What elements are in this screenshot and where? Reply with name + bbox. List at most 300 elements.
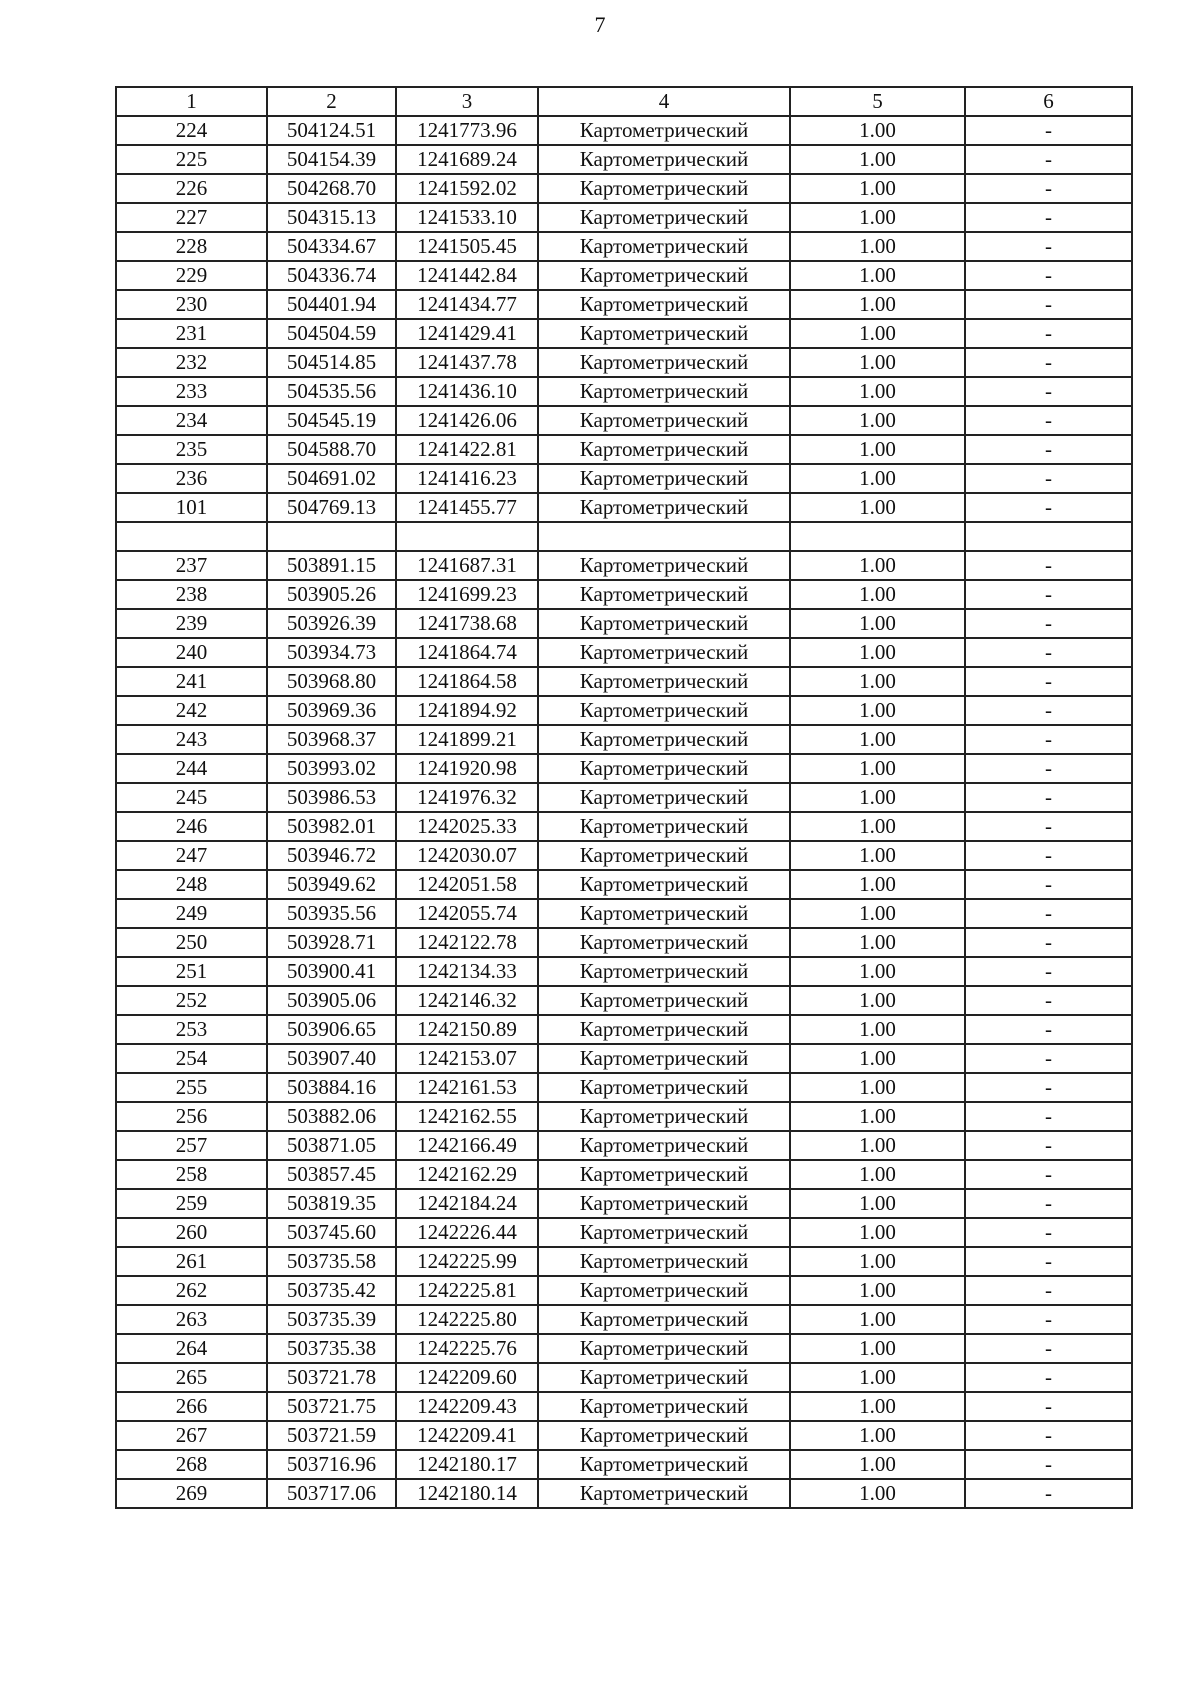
x-coordinate-cell: 503968.80 xyxy=(267,667,396,696)
point-number-cell: 232 xyxy=(116,348,267,377)
point-number-cell: 237 xyxy=(116,551,267,580)
y-coordinate-cell: 1242209.43 xyxy=(396,1392,538,1421)
method-cell: Картометрический xyxy=(538,899,790,928)
x-coordinate-cell: 503900.41 xyxy=(267,957,396,986)
table-row xyxy=(116,1392,1132,1421)
x-coordinate-cell: 504268.70 xyxy=(267,174,396,203)
method-cell: Картометрический xyxy=(538,1363,790,1392)
table-row xyxy=(116,1044,1132,1073)
y-coordinate-cell: 1242162.29 xyxy=(396,1160,538,1189)
note-cell: - xyxy=(965,1044,1132,1073)
table-row xyxy=(116,522,1132,551)
point-number-cell: 256 xyxy=(116,1102,267,1131)
table-row xyxy=(116,493,1132,522)
x-coordinate-cell: 503735.58 xyxy=(267,1247,396,1276)
y-coordinate-cell: 1241416.23 xyxy=(396,464,538,493)
note-cell: - xyxy=(965,261,1132,290)
table-row xyxy=(116,1015,1132,1044)
table-row xyxy=(116,1305,1132,1334)
coordinates-table xyxy=(115,86,1133,1509)
x-coordinate-cell xyxy=(267,522,396,551)
accuracy-cell: 1.00 xyxy=(790,406,965,435)
accuracy-cell: 1.00 xyxy=(790,1160,965,1189)
x-coordinate-cell: 503721.59 xyxy=(267,1421,396,1450)
note-cell: - xyxy=(965,1218,1132,1247)
accuracy-cell: 1.00 xyxy=(790,116,965,145)
note-cell: - xyxy=(965,1247,1132,1276)
table-row xyxy=(116,319,1132,348)
header-row xyxy=(116,87,1132,116)
table-row xyxy=(116,696,1132,725)
method-cell: Картометрический xyxy=(538,551,790,580)
note-cell: - xyxy=(965,1160,1132,1189)
header-cell-2: 2 xyxy=(267,87,396,116)
method-cell: Картометрический xyxy=(538,1276,790,1305)
accuracy-cell: 1.00 xyxy=(790,1073,965,1102)
table-row xyxy=(116,957,1132,986)
point-number-cell: 225 xyxy=(116,145,267,174)
point-number-cell: 227 xyxy=(116,203,267,232)
note-cell: - xyxy=(965,1305,1132,1334)
point-number-cell: 230 xyxy=(116,290,267,319)
method-cell: Картометрический xyxy=(538,493,790,522)
y-coordinate-cell: 1241422.81 xyxy=(396,435,538,464)
method-cell: Картометрический xyxy=(538,841,790,870)
note-cell: - xyxy=(965,725,1132,754)
accuracy-cell: 1.00 xyxy=(790,928,965,957)
x-coordinate-cell: 504545.19 xyxy=(267,406,396,435)
point-number-cell xyxy=(116,522,267,551)
note-cell: - xyxy=(965,377,1132,406)
point-number-cell: 228 xyxy=(116,232,267,261)
point-number-cell: 266 xyxy=(116,1392,267,1421)
method-cell: Картометрический xyxy=(538,1218,790,1247)
method-cell: Картометрический xyxy=(538,1044,790,1073)
accuracy-cell: 1.00 xyxy=(790,203,965,232)
table-row xyxy=(116,290,1132,319)
point-number-cell: 226 xyxy=(116,174,267,203)
note-cell: - xyxy=(965,1479,1132,1508)
y-coordinate-cell: 1242134.33 xyxy=(396,957,538,986)
y-coordinate-cell: 1242030.07 xyxy=(396,841,538,870)
header-cell-1: 1 xyxy=(116,87,267,116)
table-row xyxy=(116,1073,1132,1102)
point-number-cell: 246 xyxy=(116,812,267,841)
accuracy-cell: 1.00 xyxy=(790,493,965,522)
y-coordinate-cell: 1242184.24 xyxy=(396,1189,538,1218)
note-cell: - xyxy=(965,783,1132,812)
point-number-cell: 247 xyxy=(116,841,267,870)
note-cell: - xyxy=(965,696,1132,725)
y-coordinate-cell: 1242180.14 xyxy=(396,1479,538,1508)
x-coordinate-cell: 504336.74 xyxy=(267,261,396,290)
x-coordinate-cell: 504769.13 xyxy=(267,493,396,522)
y-coordinate-cell: 1241436.10 xyxy=(396,377,538,406)
point-number-cell: 240 xyxy=(116,638,267,667)
y-coordinate-cell: 1241864.58 xyxy=(396,667,538,696)
table-row xyxy=(116,899,1132,928)
x-coordinate-cell: 504154.39 xyxy=(267,145,396,174)
accuracy-cell: 1.00 xyxy=(790,1334,965,1363)
x-coordinate-cell: 503721.75 xyxy=(267,1392,396,1421)
method-cell: Картометрический xyxy=(538,580,790,609)
accuracy-cell: 1.00 xyxy=(790,725,965,754)
x-coordinate-cell: 503969.36 xyxy=(267,696,396,725)
note-cell: - xyxy=(965,870,1132,899)
method-cell: Картометрический xyxy=(538,754,790,783)
header-cell-4: 4 xyxy=(538,87,790,116)
table-row xyxy=(116,928,1132,957)
table-row xyxy=(116,116,1132,145)
x-coordinate-cell: 503735.42 xyxy=(267,1276,396,1305)
table-row xyxy=(116,1102,1132,1131)
note-cell: - xyxy=(965,1015,1132,1044)
accuracy-cell: 1.00 xyxy=(790,986,965,1015)
accuracy-cell: 1.00 xyxy=(790,696,965,725)
note-cell: - xyxy=(965,203,1132,232)
point-number-cell: 236 xyxy=(116,464,267,493)
accuracy-cell: 1.00 xyxy=(790,290,965,319)
table-header xyxy=(116,87,1132,116)
x-coordinate-cell: 503993.02 xyxy=(267,754,396,783)
point-number-cell: 261 xyxy=(116,1247,267,1276)
table-row xyxy=(116,1247,1132,1276)
accuracy-cell: 1.00 xyxy=(790,870,965,899)
y-coordinate-cell: 1242226.44 xyxy=(396,1218,538,1247)
note-cell: - xyxy=(965,145,1132,174)
table-row xyxy=(116,725,1132,754)
point-number-cell: 224 xyxy=(116,116,267,145)
table-row xyxy=(116,986,1132,1015)
x-coordinate-cell: 504691.02 xyxy=(267,464,396,493)
point-number-cell: 251 xyxy=(116,957,267,986)
accuracy-cell: 1.00 xyxy=(790,812,965,841)
point-number-cell: 249 xyxy=(116,899,267,928)
y-coordinate-cell: 1241455.77 xyxy=(396,493,538,522)
y-coordinate-cell: 1242055.74 xyxy=(396,899,538,928)
accuracy-cell: 1.00 xyxy=(790,1392,965,1421)
note-cell: - xyxy=(965,435,1132,464)
table-row xyxy=(116,841,1132,870)
note-cell: - xyxy=(965,986,1132,1015)
note-cell: - xyxy=(965,1073,1132,1102)
method-cell: Картометрический xyxy=(538,638,790,667)
y-coordinate-cell: 1241426.06 xyxy=(396,406,538,435)
x-coordinate-cell: 503968.37 xyxy=(267,725,396,754)
page-number: 7 xyxy=(594,12,606,37)
point-number-cell: 257 xyxy=(116,1131,267,1160)
method-cell: Картометрический xyxy=(538,203,790,232)
method-cell: Картометрический xyxy=(538,1479,790,1508)
note-cell: - xyxy=(965,638,1132,667)
y-coordinate-cell: 1241505.45 xyxy=(396,232,538,261)
point-number-cell: 258 xyxy=(116,1160,267,1189)
y-coordinate-cell xyxy=(396,522,538,551)
x-coordinate-cell: 503949.62 xyxy=(267,870,396,899)
table-row xyxy=(116,348,1132,377)
method-cell: Картометрический xyxy=(538,783,790,812)
x-coordinate-cell: 503871.05 xyxy=(267,1131,396,1160)
method-cell: Картометрический xyxy=(538,1015,790,1044)
table-row xyxy=(116,464,1132,493)
method-cell: Картометрический xyxy=(538,812,790,841)
accuracy-cell: 1.00 xyxy=(790,232,965,261)
y-coordinate-cell: 1242225.99 xyxy=(396,1247,538,1276)
table-row xyxy=(116,551,1132,580)
accuracy-cell: 1.00 xyxy=(790,1044,965,1073)
point-number-cell: 243 xyxy=(116,725,267,754)
table-row xyxy=(116,406,1132,435)
table-row xyxy=(116,870,1132,899)
accuracy-cell: 1.00 xyxy=(790,464,965,493)
point-number-cell: 267 xyxy=(116,1421,267,1450)
y-coordinate-cell: 1241976.32 xyxy=(396,783,538,812)
table-row xyxy=(116,203,1132,232)
y-coordinate-cell: 1242180.17 xyxy=(396,1450,538,1479)
y-coordinate-cell: 1241864.74 xyxy=(396,638,538,667)
header-cell-6: 6 xyxy=(965,87,1132,116)
accuracy-cell: 1.00 xyxy=(790,1421,965,1450)
accuracy-cell: 1.00 xyxy=(790,1015,965,1044)
method-cell: Картометрический xyxy=(538,1247,790,1276)
table-row xyxy=(116,667,1132,696)
method-cell: Картометрический xyxy=(538,464,790,493)
table-row xyxy=(116,377,1132,406)
y-coordinate-cell: 1241689.24 xyxy=(396,145,538,174)
point-number-cell: 238 xyxy=(116,580,267,609)
method-cell: Картометрический xyxy=(538,1305,790,1334)
x-coordinate-cell: 503745.60 xyxy=(267,1218,396,1247)
y-coordinate-cell: 1242146.32 xyxy=(396,986,538,1015)
x-coordinate-cell: 504124.51 xyxy=(267,116,396,145)
method-cell: Картометрический xyxy=(538,725,790,754)
note-cell: - xyxy=(965,290,1132,319)
point-number-cell: 269 xyxy=(116,1479,267,1508)
table-row xyxy=(116,1160,1132,1189)
note-cell: - xyxy=(965,116,1132,145)
method-cell: Картометрический xyxy=(538,1160,790,1189)
point-number-cell: 241 xyxy=(116,667,267,696)
method-cell: Картометрический xyxy=(538,1073,790,1102)
accuracy-cell xyxy=(790,522,965,551)
note-cell: - xyxy=(965,667,1132,696)
accuracy-cell: 1.00 xyxy=(790,261,965,290)
accuracy-cell: 1.00 xyxy=(790,1189,965,1218)
note-cell xyxy=(965,522,1132,551)
note-cell: - xyxy=(965,1450,1132,1479)
point-number-cell: 264 xyxy=(116,1334,267,1363)
table-row xyxy=(116,1363,1132,1392)
point-number-cell: 265 xyxy=(116,1363,267,1392)
x-coordinate-cell: 503884.16 xyxy=(267,1073,396,1102)
accuracy-cell: 1.00 xyxy=(790,754,965,783)
x-coordinate-cell: 504588.70 xyxy=(267,435,396,464)
x-coordinate-cell: 503735.39 xyxy=(267,1305,396,1334)
y-coordinate-cell: 1241894.92 xyxy=(396,696,538,725)
method-cell: Картометрический xyxy=(538,870,790,899)
x-coordinate-cell: 504514.85 xyxy=(267,348,396,377)
point-number-cell: 234 xyxy=(116,406,267,435)
note-cell: - xyxy=(965,1131,1132,1160)
x-coordinate-cell: 503905.26 xyxy=(267,580,396,609)
y-coordinate-cell: 1242150.89 xyxy=(396,1015,538,1044)
table-row xyxy=(116,1131,1132,1160)
note-cell: - xyxy=(965,580,1132,609)
note-cell: - xyxy=(965,957,1132,986)
method-cell: Картометрический xyxy=(538,609,790,638)
y-coordinate-cell: 1241738.68 xyxy=(396,609,538,638)
note-cell: - xyxy=(965,174,1132,203)
method-cell: Картометрический xyxy=(538,957,790,986)
point-number-cell: 259 xyxy=(116,1189,267,1218)
accuracy-cell: 1.00 xyxy=(790,1450,965,1479)
point-number-cell: 248 xyxy=(116,870,267,899)
accuracy-cell: 1.00 xyxy=(790,957,965,986)
note-cell: - xyxy=(965,319,1132,348)
table-row xyxy=(116,232,1132,261)
table-row xyxy=(116,638,1132,667)
note-cell: - xyxy=(965,1421,1132,1450)
point-number-cell: 253 xyxy=(116,1015,267,1044)
method-cell: Картометрический xyxy=(538,290,790,319)
x-coordinate-cell: 503717.06 xyxy=(267,1479,396,1508)
table-row xyxy=(116,609,1132,638)
method-cell: Картометрический xyxy=(538,928,790,957)
table-row xyxy=(116,1450,1132,1479)
method-cell: Картометрический xyxy=(538,1334,790,1363)
y-coordinate-cell: 1242225.76 xyxy=(396,1334,538,1363)
note-cell: - xyxy=(965,232,1132,261)
method-cell: Картометрический xyxy=(538,348,790,377)
method-cell: Картометрический xyxy=(538,1450,790,1479)
point-number-cell: 231 xyxy=(116,319,267,348)
y-coordinate-cell: 1242209.60 xyxy=(396,1363,538,1392)
point-number-cell: 263 xyxy=(116,1305,267,1334)
x-coordinate-cell: 503935.56 xyxy=(267,899,396,928)
note-cell: - xyxy=(965,1276,1132,1305)
method-cell: Картометрический xyxy=(538,406,790,435)
y-coordinate-cell: 1241773.96 xyxy=(396,116,538,145)
table-body xyxy=(116,116,1132,1508)
x-coordinate-cell: 504315.13 xyxy=(267,203,396,232)
y-coordinate-cell: 1242153.07 xyxy=(396,1044,538,1073)
accuracy-cell: 1.00 xyxy=(790,899,965,928)
note-cell: - xyxy=(965,493,1132,522)
accuracy-cell: 1.00 xyxy=(790,145,965,174)
method-cell: Картометрический xyxy=(538,377,790,406)
x-coordinate-cell: 503891.15 xyxy=(267,551,396,580)
table-row xyxy=(116,261,1132,290)
x-coordinate-cell: 503906.65 xyxy=(267,1015,396,1044)
y-coordinate-cell: 1241533.10 xyxy=(396,203,538,232)
point-number-cell: 255 xyxy=(116,1073,267,1102)
method-cell: Картометрический xyxy=(538,1189,790,1218)
note-cell: - xyxy=(965,1334,1132,1363)
method-cell: Картометрический xyxy=(538,696,790,725)
point-number-cell: 262 xyxy=(116,1276,267,1305)
note-cell: - xyxy=(965,841,1132,870)
x-coordinate-cell: 503928.71 xyxy=(267,928,396,957)
x-coordinate-cell: 503721.78 xyxy=(267,1363,396,1392)
accuracy-cell: 1.00 xyxy=(790,1247,965,1276)
accuracy-cell: 1.00 xyxy=(790,638,965,667)
accuracy-cell: 1.00 xyxy=(790,1131,965,1160)
note-cell: - xyxy=(965,899,1132,928)
x-coordinate-cell: 504334.67 xyxy=(267,232,396,261)
accuracy-cell: 1.00 xyxy=(790,580,965,609)
table-row xyxy=(116,145,1132,174)
method-cell: Картометрический xyxy=(538,319,790,348)
x-coordinate-cell: 503926.39 xyxy=(267,609,396,638)
method-cell: Картометрический xyxy=(538,261,790,290)
point-number-cell: 233 xyxy=(116,377,267,406)
accuracy-cell: 1.00 xyxy=(790,783,965,812)
note-cell: - xyxy=(965,1363,1132,1392)
table-row xyxy=(116,580,1132,609)
x-coordinate-cell: 503905.06 xyxy=(267,986,396,1015)
point-number-cell: 260 xyxy=(116,1218,267,1247)
x-coordinate-cell: 503857.45 xyxy=(267,1160,396,1189)
note-cell: - xyxy=(965,928,1132,957)
method-cell: Картометрический xyxy=(538,1392,790,1421)
accuracy-cell: 1.00 xyxy=(790,174,965,203)
accuracy-cell: 1.00 xyxy=(790,551,965,580)
y-coordinate-cell: 1241434.77 xyxy=(396,290,538,319)
accuracy-cell: 1.00 xyxy=(790,1218,965,1247)
y-coordinate-cell: 1241687.31 xyxy=(396,551,538,580)
note-cell: - xyxy=(965,551,1132,580)
point-number-cell: 239 xyxy=(116,609,267,638)
y-coordinate-cell: 1241429.41 xyxy=(396,319,538,348)
y-coordinate-cell: 1241442.84 xyxy=(396,261,538,290)
note-cell: - xyxy=(965,348,1132,377)
y-coordinate-cell: 1242225.80 xyxy=(396,1305,538,1334)
y-coordinate-cell: 1241920.98 xyxy=(396,754,538,783)
method-cell: Картометрический xyxy=(538,116,790,145)
table-row xyxy=(116,1479,1132,1508)
x-coordinate-cell: 503907.40 xyxy=(267,1044,396,1073)
x-coordinate-cell: 503946.72 xyxy=(267,841,396,870)
point-number-cell: 254 xyxy=(116,1044,267,1073)
table-row xyxy=(116,812,1132,841)
y-coordinate-cell: 1242161.53 xyxy=(396,1073,538,1102)
note-cell: - xyxy=(965,812,1132,841)
note-cell: - xyxy=(965,609,1132,638)
method-cell: Картометрический xyxy=(538,667,790,696)
table-row xyxy=(116,1189,1132,1218)
y-coordinate-cell: 1242122.78 xyxy=(396,928,538,957)
note-cell: - xyxy=(965,406,1132,435)
point-number-cell: 235 xyxy=(116,435,267,464)
y-coordinate-cell: 1242025.33 xyxy=(396,812,538,841)
accuracy-cell: 1.00 xyxy=(790,667,965,696)
y-coordinate-cell: 1241699.23 xyxy=(396,580,538,609)
x-coordinate-cell: 504504.59 xyxy=(267,319,396,348)
note-cell: - xyxy=(965,1102,1132,1131)
table-row xyxy=(116,435,1132,464)
x-coordinate-cell: 503882.06 xyxy=(267,1102,396,1131)
accuracy-cell: 1.00 xyxy=(790,1102,965,1131)
x-coordinate-cell: 503735.38 xyxy=(267,1334,396,1363)
x-coordinate-cell: 503986.53 xyxy=(267,783,396,812)
point-number-cell: 229 xyxy=(116,261,267,290)
point-number-cell: 252 xyxy=(116,986,267,1015)
accuracy-cell: 1.00 xyxy=(790,1276,965,1305)
note-cell: - xyxy=(965,1189,1132,1218)
x-coordinate-cell: 504401.94 xyxy=(267,290,396,319)
method-cell xyxy=(538,522,790,551)
accuracy-cell: 1.00 xyxy=(790,377,965,406)
